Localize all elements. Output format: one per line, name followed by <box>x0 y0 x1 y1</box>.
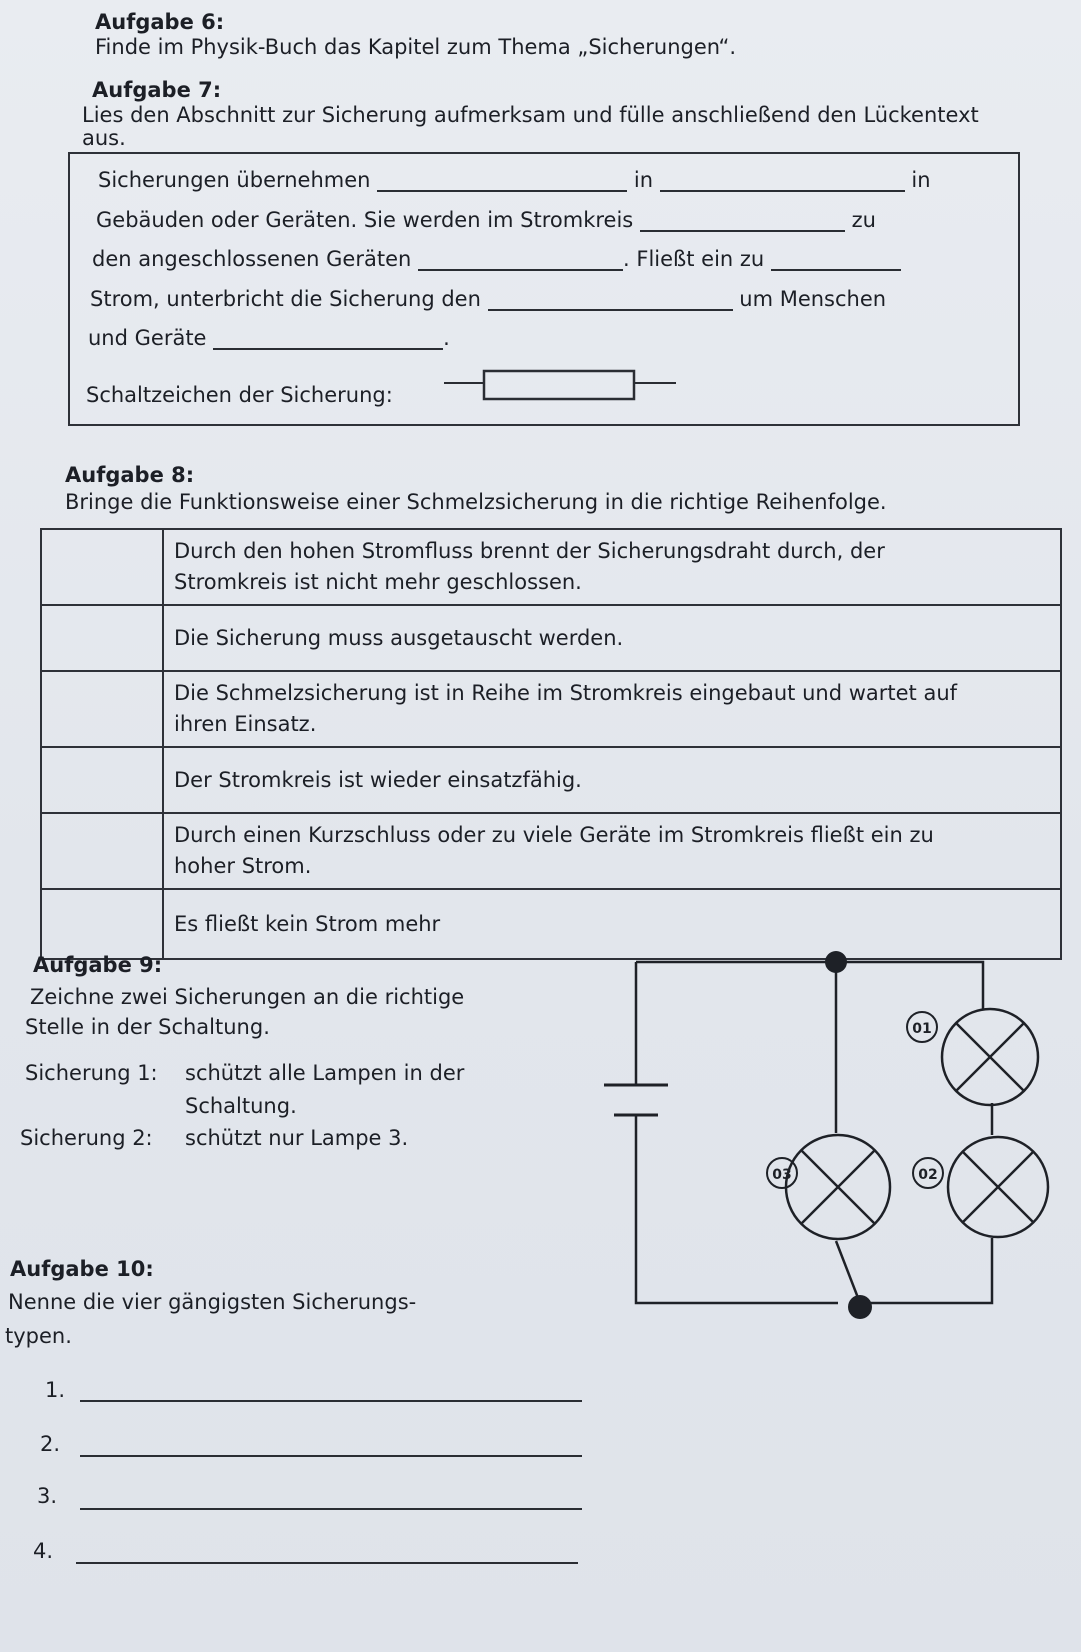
step-text: hoher Strom. <box>174 854 312 878</box>
task7-text-line1: Lies den Abschnitt zur Sicherung aufmerksam und fülle anschließend den Lückentext <box>82 103 979 127</box>
junction-dot <box>848 1295 872 1319</box>
task10-title: Aufgabe 10: <box>10 1257 154 1281</box>
task6-title: Aufgabe 6: <box>95 10 225 34</box>
answer-number-3: 3. <box>37 1484 58 1508</box>
lamp-01-icon <box>942 1009 1038 1105</box>
table-row <box>41 671 1061 747</box>
cloze-text: Gebäuden oder Geräten. Sie werden im Stromkreis <box>96 208 634 232</box>
cloze-line-5 <box>88 326 450 350</box>
cloze-blank[interactable] <box>213 328 443 350</box>
step-text-cell <box>163 529 1061 605</box>
cloze-text: zu <box>851 208 876 232</box>
circuit-diagram <box>600 945 1070 1330</box>
cloze-blank[interactable] <box>771 249 901 271</box>
cloze-line-1 <box>98 168 931 192</box>
step-text: Stromkreis ist nicht mehr geschlossen. <box>174 570 582 594</box>
lamp-03-number: 03 <box>772 1167 792 1183</box>
cloze-text: und Geräte <box>88 326 207 350</box>
junction-dot <box>825 951 847 973</box>
answer-number-4: 4. <box>33 1539 54 1563</box>
fuse1-label: Sicherung 1: <box>25 1061 158 1085</box>
answer-line-4[interactable] <box>76 1562 578 1564</box>
task9-text-line1: Zeichne zwei Sicherungen an die richtige <box>30 985 465 1009</box>
cloze-line-4 <box>90 287 886 311</box>
step-text: Es fließt kein Strom mehr <box>174 911 441 936</box>
fuse-symbol-icon <box>440 365 680 405</box>
cloze-line-3 <box>92 247 901 271</box>
answer-number-1: 1. <box>45 1378 66 1402</box>
task10-text-line1: Nenne die vier gängigsten Sicherungs- <box>8 1290 417 1314</box>
order-number-cell[interactable] <box>41 529 163 605</box>
lamp-02-icon <box>948 1137 1048 1237</box>
table-row <box>41 529 1061 605</box>
cloze-text: in <box>911 168 931 192</box>
cloze-text: den angeschlossenen Geräten <box>92 247 412 271</box>
step-text: Der Stromkreis ist wieder einsatzfähig. <box>174 767 582 792</box>
fuse-symbol-label: Schaltzeichen der Sicherung: <box>86 383 393 407</box>
fuse1-text-line1: schützt alle Lampen in der <box>185 1061 465 1085</box>
task10-text-line2: typen. <box>5 1324 72 1348</box>
cloze-blank[interactable] <box>377 170 627 192</box>
cloze-blank[interactable] <box>488 289 733 311</box>
task9-text-line2: Stelle in der Schaltung. <box>25 1015 270 1039</box>
step-text-cell <box>163 813 1061 889</box>
order-number-cell[interactable] <box>41 889 163 959</box>
step-text: Durch einen Kurzschluss oder zu viele Geräte im Stromkreis fließt ein zu <box>174 823 934 847</box>
step-text: Durch den hohen Stromfluss brennt der Sicherungsdraht durch, der <box>174 539 885 563</box>
order-number-cell[interactable] <box>41 671 163 747</box>
order-number-cell[interactable] <box>41 747 163 813</box>
step-text: Die Sicherung muss ausgetauscht werden. <box>174 625 624 650</box>
cloze-line-2 <box>96 208 876 232</box>
step-text-cell <box>163 671 1061 747</box>
cloze-text: . Fließt ein zu <box>623 247 765 271</box>
cloze-text: Strom, unterbricht die Sicherung den <box>90 287 481 311</box>
fuse1-text-line2: Schaltung. <box>185 1094 297 1118</box>
ordering-table <box>40 528 1062 960</box>
cloze-text: Sicherungen übernehmen <box>98 168 371 192</box>
lamp-03-icon <box>786 1135 890 1239</box>
table-row <box>41 605 1061 671</box>
task7-text-line2: aus. <box>82 126 126 150</box>
task8-title: Aufgabe 8: <box>65 463 195 487</box>
task8-text: Bringe die Funktionsweise einer Schmelzsicherung in die richtige Reihenfolge. <box>65 490 887 514</box>
fuse2-text: schützt nur Lampe 3. <box>185 1126 409 1150</box>
order-number-cell[interactable] <box>41 813 163 889</box>
step-text-cell <box>163 605 1061 671</box>
step-text-cell <box>163 747 1061 813</box>
step-text: ihren Einsatz. <box>174 712 317 736</box>
answer-line-2[interactable] <box>80 1455 582 1457</box>
cloze-text: um Menschen <box>739 287 887 311</box>
lamp-02-number: 02 <box>918 1167 938 1183</box>
cloze-text: in <box>633 168 654 192</box>
order-number-cell[interactable] <box>41 605 163 671</box>
cloze-blank[interactable] <box>660 170 905 192</box>
answer-line-3[interactable] <box>80 1508 582 1510</box>
table-row <box>41 747 1061 813</box>
task6-text: Finde im Physik-Buch das Kapitel zum Thema „Sicherungen“. <box>95 35 737 59</box>
lamp-01-number: 01 <box>912 1021 932 1037</box>
cloze-blank[interactable] <box>418 249 623 271</box>
table-row <box>41 813 1061 889</box>
step-text: Die Schmelzsicherung ist in Reihe im Stromkreis eingebaut und wartet auf <box>174 681 958 705</box>
task7-title: Aufgabe 7: <box>92 78 222 102</box>
cloze-text: . <box>443 326 450 350</box>
cloze-blank[interactable] <box>640 210 845 232</box>
fuse2-label: Sicherung 2: <box>20 1126 153 1150</box>
answer-line-1[interactable] <box>80 1400 582 1402</box>
answer-number-2: 2. <box>40 1432 61 1456</box>
task9-title: Aufgabe 9: <box>33 953 163 977</box>
